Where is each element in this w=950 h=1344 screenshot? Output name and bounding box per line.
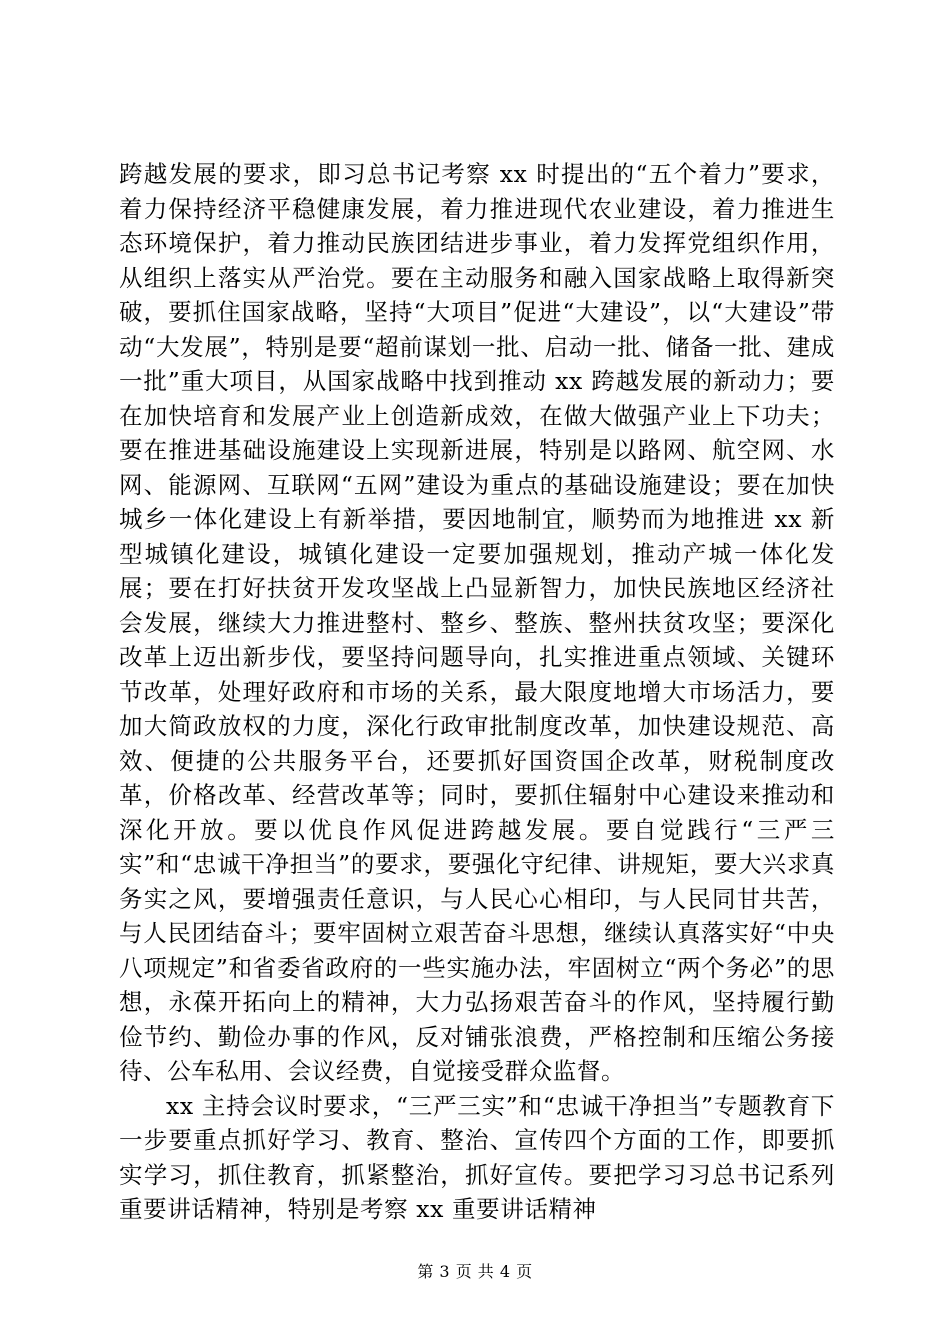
paragraph: xx 主持会议时要求，“三严三实”和“忠诚干净担当”专题教育下一步要重点抓好学习、教育、整治、宣传四个方面的工作，即要抓实学习，抓住教育，抓紧整治，抓好宣传。要把学习习总书记系列重要讲话精神，特别是考察 xx 重要讲话精神 [119, 1091, 835, 1223]
page-footer: 第 3 页 共 4 页 [417, 1262, 533, 1281]
document-body [119, 157, 835, 1227]
paragraph-continued: 跨越发展的要求，即习总书记考察 xx 时提出的“五个着力”要求，着力保持经济平稳健康发展，着力推进现代农业建设，着力推进生态环境保护，着力推动民族团结进步事业，着力发挥党组织作用，从组织上落实从严治党。要在主动服务和融入国家战略上取得新突破，要抓住国家战略，坚持“大项目”促进“大建设”，以“大建设”带动“大发展”，特别是要“超前谋划一批、启动一批、储备一批、建成一批”重大项目，从国家战略中找到推动 xx 跨越发展的新动力；要在加快培育和发展产业上创造新成效，在做大做强产业上下功夫；要在推进基础设施建设上实现新进展，特别是以路网、航空网、水网、能源网、互联网“五网”建设为重点的基础设施建设；要在加快城乡一体化建设上有新举措，要因地制宜，顺势而为地推进 xx 新型城镇化建设，城镇化建设一定要加强规划，推动产城一体化发展；要在打好扶贫开发攻坚战上凸显新智力，加快民族地区经济社会发展，继续大力推进整村、整乡、整族、整州扶贫攻坚；要深化改革上迈出新步伐，要坚持问题导向，扎实推进重点领域、关键环节改革，处理好政府和市场的关系，最大限度地增大市场活力，要加大简政放权的力度，深化行政审批制度改革，加快建设规范、高效、便捷的公共服务平台，还要抓好国资国企改革，财税制度改革，价格改革、经营改革等；同时，要抓住辐射中心建设来推动和深化开放。要以优良作风促进跨越发展。要自觉践行“三严三实”和“忠诚干净担当”的要求，要强化守纪律、讲规矩，要大兴求真务实之风，要增强责任意识，与人民心心相印，与人民同甘共苦，与人民团结奋斗；要牢固树立艰苦奋斗思想，继续认真落实好“中央八项规定”和省委省政府的一些实施办法，牢固树立“两个务必”的思想，永葆开拓向上的精神，大力弘扬艰苦奋斗的作风，坚持履行勤俭节约、勤俭办事的作风，反对铺张浪费，严格控制和压缩公务接待、公车私用、会议经费，自觉接受群众监督。 [119, 160, 835, 1085]
